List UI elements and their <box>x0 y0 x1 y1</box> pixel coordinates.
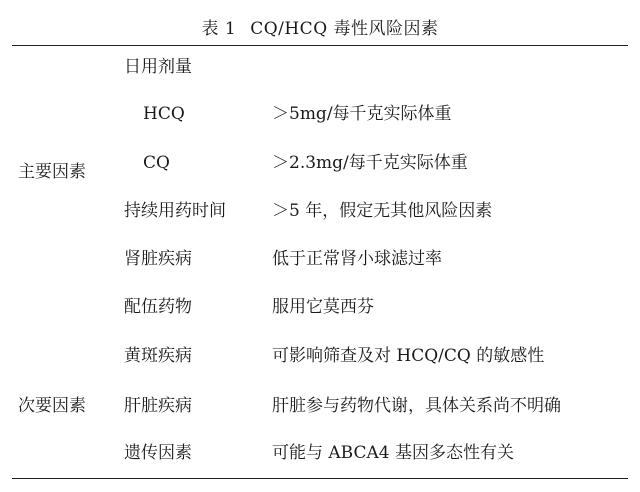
factor-liver: 肝脏疾病 <box>124 396 192 416</box>
factor-drugs: 配伍药物 <box>124 297 192 317</box>
factor-hcq: HCQ <box>143 104 185 124</box>
desc-cq: ＞2.3mg/每千克实际体重 <box>272 153 468 173</box>
factor-duration: 持续用药时间 <box>124 201 226 221</box>
desc-macular: 可影响筛查及对 HCQ/CQ 的敏感性 <box>272 346 545 366</box>
factor-kidney: 肾脏疾病 <box>124 249 192 269</box>
desc-duration: ＞5 年，假定无其他风险因素 <box>272 201 493 221</box>
desc-drugs: 服用它莫西芬 <box>272 297 374 317</box>
desc-genetic: 可能与 ABCA4 基因多态性有关 <box>272 443 514 463</box>
category-minor: 次要因素 <box>18 396 86 416</box>
factor-macular: 黄斑疾病 <box>124 346 192 366</box>
table-title: CQ/HCQ 毒性风险因素 <box>250 19 439 39</box>
factor-cq: CQ <box>143 153 170 173</box>
factor-genetic: 遗传因素 <box>124 443 192 463</box>
table-bottom-rule <box>12 478 628 479</box>
desc-hcq: ＞5mg/每千克实际体重 <box>272 104 452 124</box>
table-top-rule <box>12 45 628 46</box>
table-number: 表 1 <box>201 19 237 39</box>
desc-liver: 肝脏参与药物代谢，具体关系尚不明确 <box>272 396 561 416</box>
table-caption <box>0 14 640 39</box>
category-major: 主要因素 <box>18 162 86 182</box>
factor-daily-dose: 日用剂量 <box>124 57 192 77</box>
desc-kidney: 低于正常肾小球滤过率 <box>272 249 442 269</box>
